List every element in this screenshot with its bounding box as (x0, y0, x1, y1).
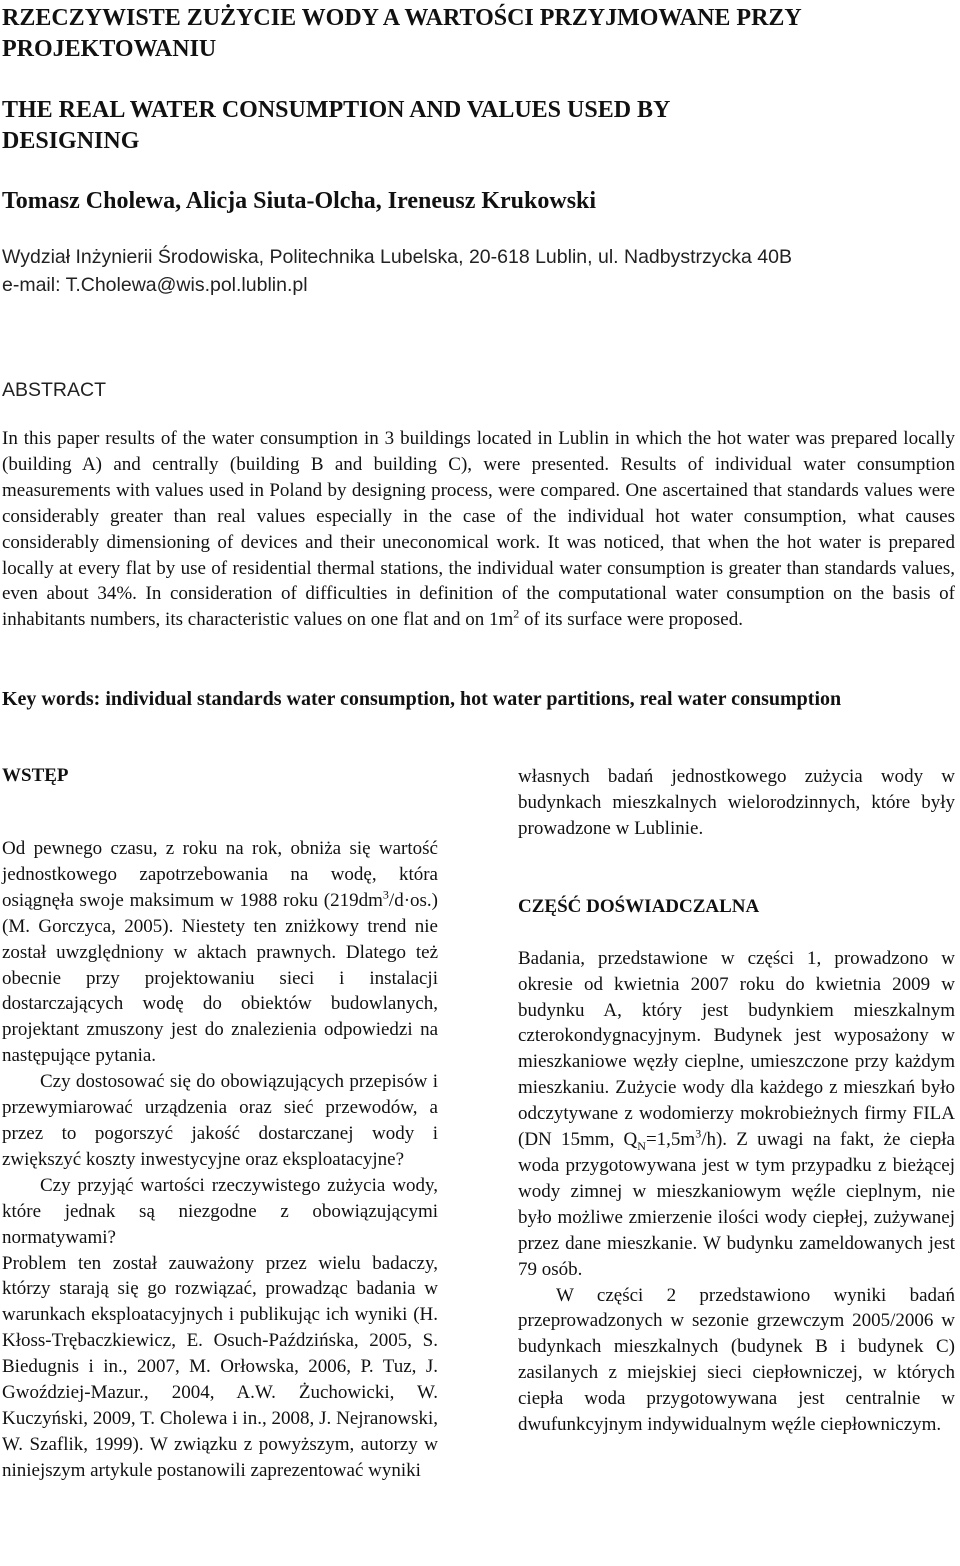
paragraph: W części 2 przedstawiono wyniki badań przeprowadzonych w sezonie grzewczym 2005/2006 w budynkach mieszkalnych (budynek B i budynek C) zasilanych z miejskiej sieci ciepłowniczej, w których ciepła woda przygotowywana jest centralnie w dwufunkcyjnym indywidualnym węźle ciepłowniczym. (518, 1284, 955, 1436)
keywords: Key words: individual standards water consumption, hot water partitions, real water consumption (2, 688, 842, 710)
paragraph: Problem ten został zauważony przez wielu badaczy, którzy starają się go rozwiązać, prowadząc badania w warunkach eksploatacyjnych i publikując ich wyniki (H. Kłoss-Trębaczkiewicz, E. Osuch-Paździńska, 2005, S. Biedugnis i in., 2007, M. Orłowska, 2006, P. Tuz, J. Gwoździej-Mazur., 2004, A.W. Żuchowicki, W. Kuczyński, 2009, T. Cholewa i in., 2008, J. Nejranowski, W. Szaflik, 1999). W związku z powyższym, autorzy w niniejszym artykule postanowili zaprezentować wyniki (2, 1252, 438, 1481)
right-column (518, 764, 955, 1438)
abstract-heading: ABSTRACT (2, 379, 107, 401)
section-heading-intro: WSTĘP (2, 765, 69, 786)
affiliation: Wydział Inżynierii Środowiska, Politechnika Lubelska, 20-618 Lublin, ul. Nadbystrzycka 40B (2, 246, 792, 268)
paragraph: Badania, przedstawione w części 1, prowadzono w okresie od kwietnia 2007 roku do kwietnia 2009 w budynku A, który jest budynkiem mieszkalnym czterokondygnacyjnym. Budynek jest wyposażony w mieszkaniowe węzły cieplne, umieszczone przy każdym mieszkaniu. Zużycie wody dla każdego z mieszkań było odczytywane z wodomierzy mokrobieżnych firmy FILA (DN 15mm, $Q_N=1,5m^3/h$). Z uwagi na fakt, że ciepła woda przygotowywana jest w tym przypadku z bieżącej wody zimnej w mieszkaniowym węźle cieplnym, nie było możliwe zmierzenie ilości wody ciepłej, zużywanej przez dane mieszkanie. W budynku zameldowanych jest 79 osób. (518, 947, 955, 1280)
section-heading-experimental: CZĘŚĆ DOŚWIADCZALNA (518, 895, 760, 917)
abstract-text: In this paper results of the water consumption in 3 buildings located in Lublin in which the hot water was prepared locally (building A) and centrally (building B and building C), were presented. Results of individual water consumption measurements with values used in Poland by designing process, were compared. One ascertained that standards values were considerably greater than real values especially in the case of the individual hot water consumption, what causes considerably dimensioning of devices and their uneconomical work. It was noticed, that when the hot water is prepared locally at every flat by use of residential thermal stations, the individual water consumption is greater than standards values, even about 34%. In consideration of difficulties in definition of the computational water consumption on the basis of inhabitants numbers, its characteristic values on one flat and on $1m^2$ of its surface were proposed. (2, 428, 955, 631)
paragraph: Czy przyjąć wartości rzeczywistego zużycia wody, które jednak są niezgodne z obowiązującymi normatywami? (2, 1174, 438, 1248)
affiliation-block (2, 243, 792, 299)
paragraph: własnych badań jednostkowego zużycia wody w budynkach mieszkalnych wielorodzinnych, które były prowadzone w Lublinie. (518, 766, 955, 839)
title-polish: RZECZYWISTE ZUŻYCIE WODY A WARTOŚCI PRZYJMOWANE PRZY PROJEKTOWANIU (2, 5, 801, 62)
authors: Tomasz Cholewa, Alicja Siuta-Olcha, Ireneusz Krukowski (2, 188, 597, 214)
paragraph: Czy dostosować się do obowiązujących przepisów i przewymiarować urządzenia oraz sieć przewodów, a przez to pogorszyć jakość dostarczanej wody i zwiększyć koszty inwestycyjne oraz eksploatacyjne? (2, 1071, 438, 1170)
title-english: THE REAL WATER CONSUMPTION AND VALUES USED BY DESIGNING (2, 97, 670, 154)
email: e-mail: T.Cholewa@wis.pol.lublin.pl (2, 274, 308, 296)
paragraph: Od pewnego czasu, z roku na rok, obniża się wartość jednostkowego zapotrzebowania na wodę, która osiągnęła swoje maksimum w 1988 roku $(219dm^3/d\cdot os.)$ (M. Gorczyca, 2005). Niestety ten zniżkowy trend nie został uwzględniony w aktach prawnych. Dlatego też obecnie przy projektowaniu sieci i instalacji dostarczających wodę do obiektów budowlanych, projektant zmuszony jest do znalezienia odpowiedzi na następujące pytania. (2, 838, 438, 1067)
left-column (2, 752, 438, 1484)
